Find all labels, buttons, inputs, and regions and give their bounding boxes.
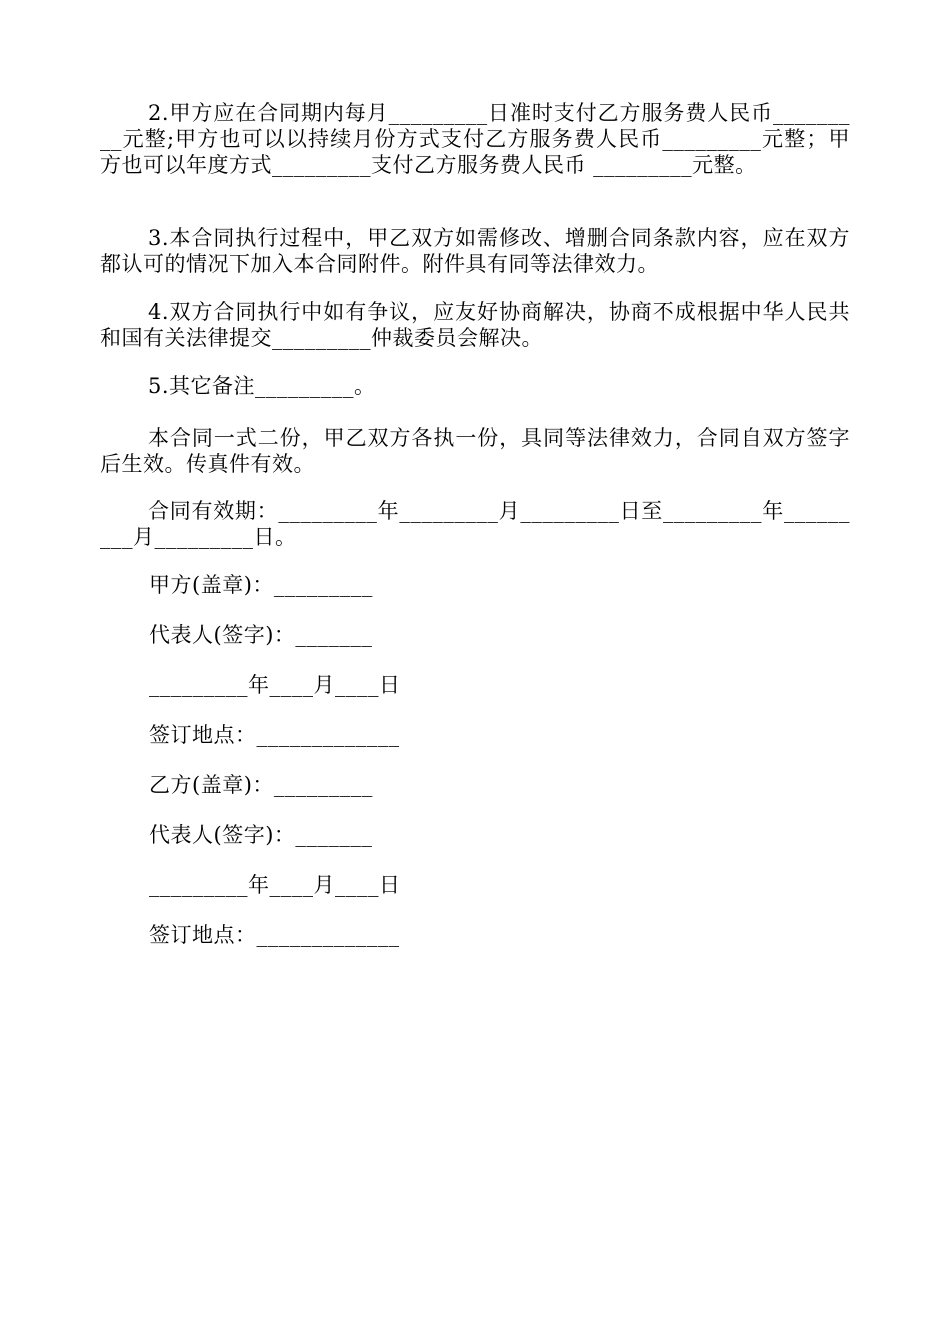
- party-b-seal: 乙方(盖章)：_________: [149, 773, 373, 797]
- party-b-representative: 代表人(签字)：_______: [149, 823, 373, 847]
- clause-dispute: 4.双方合同执行中如有争议，应友好协商解决，协商不成根据中华人民共和国有关法律提交_________仲裁委员会解决。: [100, 300, 850, 350]
- clause-copies: 本合同一式二份，甲乙双方各执一份，具同等法律效力，合同自双方签字后生效。传真件有效。: [100, 426, 850, 476]
- clause-validity-period: 合同有效期：_________年_________月_________日至_________年_________月_________日。: [100, 499, 850, 549]
- clause-amendment: 3.本合同执行过程中，甲乙双方如需修改、增删合同条款内容，应在双方都认可的情况下加入本合同附件。附件具有同等法律效力。: [100, 226, 850, 276]
- party-a-representative: 代表人(签字)：_______: [149, 623, 373, 647]
- party-b-date: _________年____月____日: [149, 873, 401, 897]
- party-b-signing-place: 签订地点：_____________: [149, 923, 400, 947]
- party-a-date: _________年____月____日: [149, 673, 401, 697]
- party-a-signing-place: 签订地点：_____________: [149, 723, 400, 747]
- party-a-seal: 甲方(盖章)：_________: [149, 573, 373, 597]
- clause-remarks: 5.其它备注_________。: [148, 374, 376, 398]
- clause-payment: 2.甲方应在合同期内每月_________日准时支付乙方服务费人民币_________元整;甲方也可以以持续月份方式支付乙方服务费人民币_________元整；甲方也可以年度方式_________支付乙方服务费人民币 _________元整。: [100, 101, 850, 177]
